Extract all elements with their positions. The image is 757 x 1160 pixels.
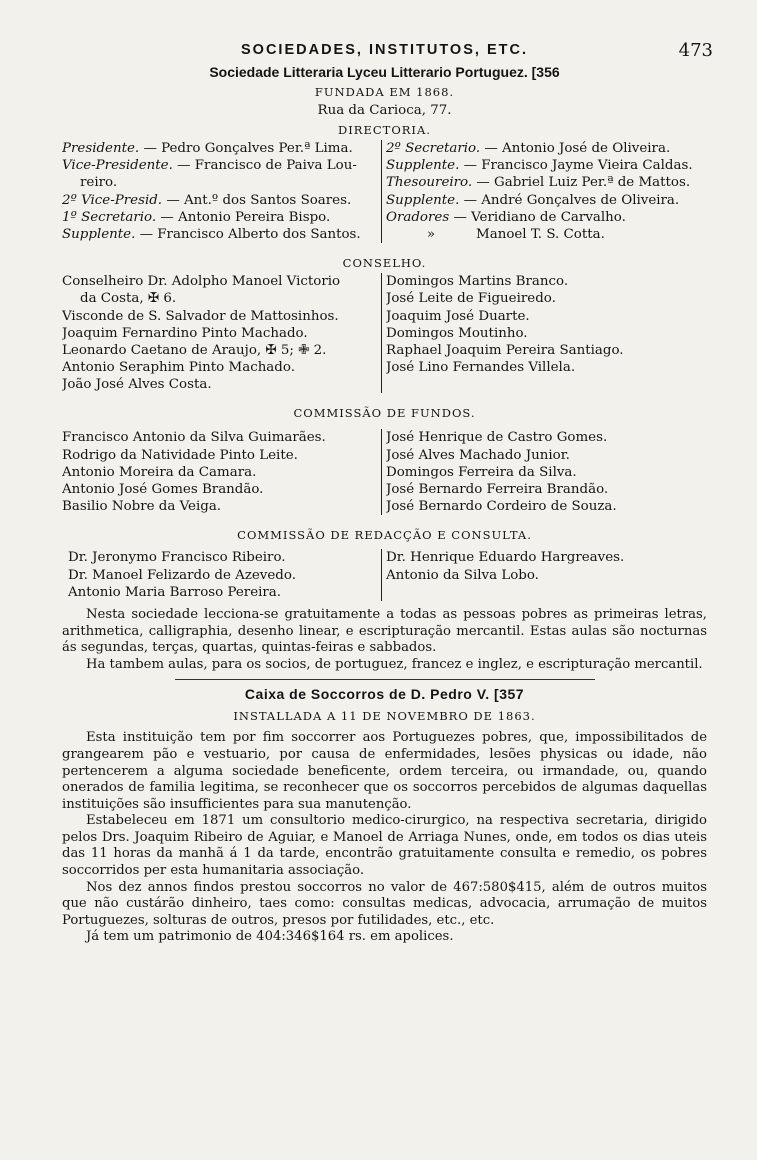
redaccao-right-column [382, 549, 707, 601]
running-head [62, 40, 713, 62]
fundos-member: Rodrigo da Natividade Pinto Leite. [62, 447, 298, 463]
conselho-member: João José Alves Costa. [62, 377, 212, 393]
conselho-member: Raphael Joaquim Pereira Santiago. [386, 342, 624, 358]
directoria-left-column [62, 140, 382, 243]
conselho-right-column [382, 273, 707, 393]
directoria-entry: Supplente. — Francisco Jayme Vieira Caldas. [386, 158, 693, 174]
directoria-heading: DIRECTORIA. [338, 123, 431, 137]
document-page [62, 40, 713, 946]
section-divider [175, 679, 595, 680]
directoria-entry: Oradores — Veridiano de Carvalho. [386, 209, 626, 225]
conselho-member: José Leite de Figueiredo. [386, 291, 556, 307]
directoria-entry: » Manoel T. S. Cotta. [426, 226, 605, 242]
directoria-entry: Thesoureiro. — Gabriel Luiz Per.ª de Mattos. [386, 175, 691, 191]
directoria-list [62, 140, 707, 243]
paragraph: Nesta sociedade lecciona-se gratuitamente a todas as pessoas pobres as primeiras letras, arithmetica, calligraphia, desenho linear, e escripturação mercantil. Estas aulas são nocturnas ás segundas, terças, quartas, quintas-feiras e sabbados. [62, 606, 707, 656]
redaccao-heading: COMMISSÃO DE REDACÇÃO E CONSULTA. [237, 528, 532, 543]
society-title: Sociedade Litteraria Lyceu Litterario Portuguez. [356 [209, 64, 560, 80]
fundos-member: Domingos Ferreira da Silva. [386, 464, 577, 480]
fundos-member: José Henrique de Castro Gomes. [386, 430, 608, 446]
fundos-left-column [62, 429, 382, 515]
directoria-entry: Presidente. — Pedro Gonçalves Per.ª Lima. [62, 141, 353, 156]
paragraph: Nos dez annos findos prestou soccorros no valor de 467:580$415, além de outros muitos que não custárão dinheiro, taes como: consultas medicas, advocacia, arrumação de muitos Portuguezes, solturas de outros, presos por futilidades, etc., etc. [62, 879, 707, 928]
conselho-member: Visconde de S. Salvador de Mattosinhos. [62, 308, 339, 324]
redaccao-list [62, 549, 707, 601]
directoria-right-column [382, 140, 707, 243]
redaccao-member: Antonio Maria Barroso Pereira. [68, 584, 282, 600]
directoria-entry: Supplente. — André Gonçalves de Oliveira. [386, 192, 680, 208]
conselho-member: da Costa, ✠ 6. [80, 291, 177, 307]
conselho-member: Domingos Moutinho. [386, 325, 528, 341]
directoria-entry: 1º Secretario. — Antonio Pereira Bispo. [62, 209, 331, 225]
fundos-member: Antonio Moreira da Camara. [62, 464, 257, 480]
conselho-member: Domingos Martins Branco. [386, 274, 569, 290]
fundos-right-column [382, 429, 707, 515]
directoria-entry: 2º Vice-Presid. — Ant.º dos Santos Soares. [62, 192, 352, 208]
fundos-member: José Alves Machado Junior. [386, 447, 570, 463]
directoria-entry: 2º Secretario. — Antonio José de Oliveira. [386, 141, 671, 156]
redaccao-member: Antonio da Silva Lobo. [386, 567, 539, 583]
paragraph: Ha tambem aulas, para os socios, de portuguez, francez e inglez, e escripturação mercantil. [86, 656, 703, 672]
fundos-member: José Bernardo Cordeiro de Souza. [386, 499, 617, 515]
paragraph: Estabeleceu em 1871 um consultorio medico-cirurgico, na respectiva secretaria, dirigido pelos Drs. Joaquim Ribeiro de Aguiar, e Manoel de Arriaga Nunes, onde, em todos os dias uteis das 11 horas da manhã á 1 da tarde, encontrão gratuitamente consulta e remedio, os pobres soccorridos per esta humanitaria associação. [62, 813, 707, 879]
address-line: Rua da Carioca, 77. [317, 103, 452, 118]
paragraph: Já tem um patrimonio de 404:346$164 rs. em apolices. [86, 929, 454, 945]
conselho-member: José Lino Fernandes Villela. [386, 360, 576, 376]
fundos-member: Francisco Antonio da Silva Guimarães. [62, 430, 326, 446]
conselho-member: Leonardo Caetano de Araujo, ✠ 5; ✙ 2. [62, 342, 327, 358]
redaccao-member: Dr. Jeronymo Francisco Ribeiro. [68, 550, 286, 566]
fundos-list [62, 429, 707, 515]
redaccao-member: Dr. Manoel Felizardo de Azevedo. [68, 567, 296, 583]
page-number: 473 [678, 40, 713, 61]
directoria-entry: Vice-Presidente. — Francisco de Paiva Lou- [62, 158, 357, 174]
installed-line: INSTALLADA A 11 DE NOVEMBRO DE 1863. [233, 709, 536, 724]
paragraph: Esta instituição tem por fim soccorrer aos Portuguezes pobres, que, impossibilitados de grangearem pão e vestuario, por causa de enfermidades, lesões physicas ou idade, não pertencerem a alguma sociedade beneficente, ordem terceira, ou irmandade, ou, quando onerados de familia legitima, se reconhecer que os soccorros percebidos de algumas daquellas instituições são insufficientes para sua manutenção. [62, 730, 707, 812]
conselho-list [62, 273, 707, 393]
conselho-member: Joaquim Fernardino Pinto Machado. [62, 325, 308, 341]
conselho-left-column [62, 273, 382, 393]
fundos-member: José Bernardo Ferreira Brandão. [386, 482, 609, 497]
fundos-member: Basilio Nobre da Veiga. [62, 499, 222, 515]
redaccao-left-column [62, 549, 382, 601]
directoria-entry: reiro. [80, 175, 118, 191]
redaccao-member: Dr. Henrique Eduardo Hargreaves. [386, 550, 625, 566]
founded-line: FUNDADA EM 1868. [314, 85, 455, 99]
conselho-heading: CONSELHO. [342, 256, 427, 271]
conselho-member: Conselheiro Dr. Adolpho Manoel Victorio [62, 274, 341, 290]
caixa-title: Caixa de Soccorros de D. Pedro V. [357 [244, 686, 525, 703]
conselho-member: Antonio Seraphim Pinto Machado. [62, 360, 295, 376]
conselho-member: Joaquim José Duarte. [386, 308, 530, 324]
fundos-member: Antonio José Gomes Brandão. [62, 482, 264, 497]
fundos-heading: COMMISSÃO DE FUNDOS. [293, 406, 476, 421]
directoria-entry: Supplente. — Francisco Alberto dos Santos. [62, 226, 361, 242]
running-title: SOCIEDADES, INSTITUTOS, ETC. [241, 42, 528, 58]
